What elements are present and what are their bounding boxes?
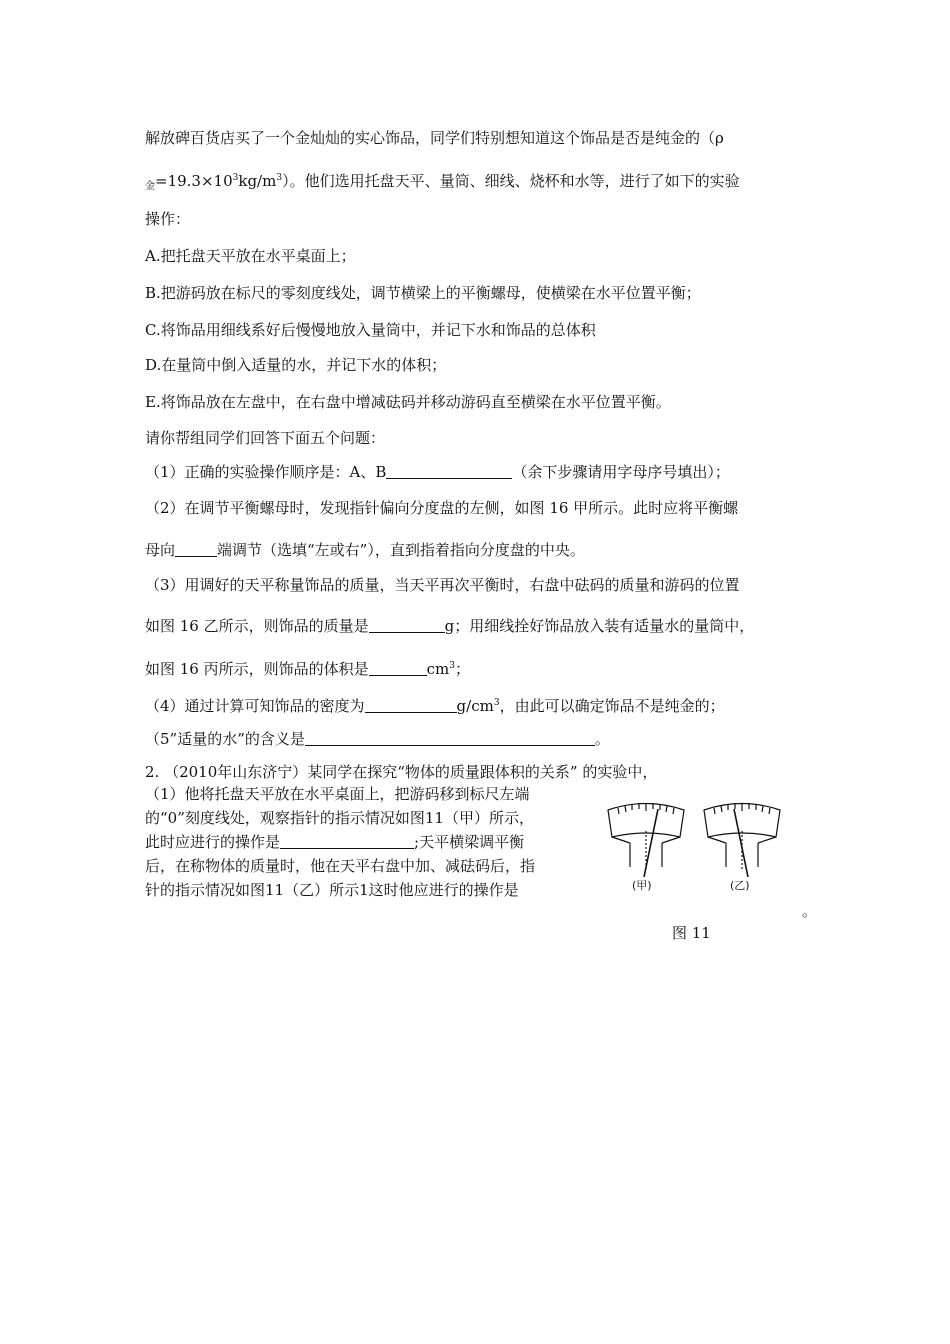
q2-body bbox=[145, 782, 595, 902]
answer-blank-operation-1[interactable] bbox=[280, 834, 414, 849]
figure-label-left: (甲) bbox=[632, 879, 652, 892]
dial-right bbox=[704, 803, 780, 877]
subq-1-text: （1）正确的实验操作顺序是：A、B bbox=[145, 463, 387, 481]
subq-2-line1: （2）在调节平衡螺母时，发现指针偏向分度盘的左侧，如图 16 甲所示。此时应将平衡螺 bbox=[145, 499, 739, 517]
q2-line5: 针的指示情况如图11（乙）所示1这时他应进行的操作是 bbox=[145, 881, 519, 899]
answer-blank-order[interactable] bbox=[386, 464, 512, 479]
answer-blank-meaning[interactable] bbox=[305, 731, 595, 746]
q2-line3-text-a: 此时应进行的操作是 bbox=[145, 833, 281, 851]
subq-3-text-b: g；用细线拴好饰品放入装有适量水的量筒中， bbox=[444, 617, 755, 635]
answer-blank-density[interactable] bbox=[365, 698, 457, 713]
unit-exponent: 3 bbox=[276, 173, 283, 183]
figure-label-right: (乙) bbox=[730, 879, 750, 892]
volume-unit-exponent: 3 bbox=[449, 661, 455, 671]
figure-caption: 图 11 bbox=[672, 924, 711, 942]
subq-3-line2 bbox=[145, 616, 754, 636]
subq-4 bbox=[145, 693, 725, 716]
density-unit: kg/m bbox=[238, 172, 277, 190]
q1-intro-line1 bbox=[145, 128, 724, 148]
step-d: D.在量筒中倒入适量的水，并记下水的体积； bbox=[145, 356, 447, 374]
rho-subscript: 金 bbox=[145, 181, 155, 192]
step-c: C.将饰品用细线系好后慢慢地放入量筒中，并记下水和饰品的总体积 bbox=[145, 321, 596, 339]
q2-line3 bbox=[145, 830, 595, 854]
q2-end: 。 bbox=[802, 902, 818, 920]
subq-5-text: （5”适量的水”的含义是 bbox=[145, 730, 305, 748]
pointer-right bbox=[734, 809, 748, 877]
step-a: A.把托盘天平放在水平桌面上； bbox=[145, 247, 356, 265]
q1-prompt: 请你帮组同学们回答下面五个问题： bbox=[145, 429, 386, 447]
subq-1 bbox=[145, 462, 730, 482]
volume-unit: cm bbox=[426, 660, 450, 678]
density-unit-2: g/cm bbox=[456, 697, 494, 715]
density-value: =19.3×10 bbox=[155, 172, 233, 190]
step-e: E.将饰品放在左盘中，在右盘中增减砝码并移动游码直至横梁在水平位置平衡。 bbox=[145, 393, 671, 411]
subq-2-text-a: 母向 bbox=[145, 541, 176, 559]
subq-3-line1: （3）用调好的天平称量饰品的质量，当天平再次平衡时，右盘中砝码的质量和游码的位置 bbox=[145, 576, 740, 594]
subq-2-line2 bbox=[145, 540, 585, 560]
subq-5-end: 。 bbox=[594, 730, 610, 748]
subq-3-text-d: ； bbox=[454, 660, 470, 678]
subq-1-hint: （余下步骤请用字母序号填出）； bbox=[512, 463, 730, 481]
q2-title: 2. （2010年山东济宁）某同学在探究“物体的质量跟体积的关系” 的实验中， bbox=[145, 763, 658, 781]
subq-4-text-b: ，由此可以确定饰品不是纯金的； bbox=[499, 697, 725, 715]
q2-line3-text-b: ;天平横梁调平衡 bbox=[414, 833, 525, 851]
subq-3-text-c: 如图 16 丙所示，则饰品的体积是 bbox=[145, 660, 369, 678]
q1-intro-line2 bbox=[145, 168, 740, 197]
subq-2-text-b: 端调节（选填“左或右”），直到指着指向分度盘的中央。 bbox=[217, 541, 585, 559]
q1-intro-line3: 操作： bbox=[145, 210, 191, 228]
subq-4-text-a: （4）通过计算可知饰品的密度为 bbox=[145, 697, 365, 715]
q2-line4: 后，在称物体的质量时，他在天平右盘中加、减砝码后，指 bbox=[145, 857, 536, 875]
answer-blank-mass[interactable] bbox=[369, 618, 445, 633]
answer-blank-volume[interactable] bbox=[369, 661, 427, 676]
step-b: B.把游码放在标尺的零刻度线处，调节横梁上的平衡螺母，使横梁在水平位置平衡； bbox=[145, 284, 701, 302]
subq-3-line3 bbox=[145, 656, 470, 679]
subq-5 bbox=[145, 729, 610, 749]
q1-intro-line2-text: ）。他们选用托盘天平、量筒、细线、烧杯和水等，进行了如下的实验 bbox=[282, 172, 740, 190]
q2-line1: （1）他将托盘天平放在水平桌面上，把游码移到标尺左端 bbox=[145, 785, 530, 803]
q1-intro-line1-text: 解放碑百货店买了一个金灿灿的实心饰品，同学们特别想知道这个饰品是否是纯金的（ρ bbox=[145, 129, 724, 147]
dial-left bbox=[608, 803, 684, 877]
answer-blank-direction[interactable] bbox=[175, 542, 217, 557]
q2-line2: 的“0”刻度线处，观察指针的指示情况如图11（甲）所示， bbox=[145, 809, 534, 827]
exponent: 3 bbox=[232, 173, 239, 183]
density-unit-exponent: 3 bbox=[493, 698, 500, 708]
subq-3-text-a: 如图 16 乙所示，则饰品的质量是 bbox=[145, 617, 369, 635]
